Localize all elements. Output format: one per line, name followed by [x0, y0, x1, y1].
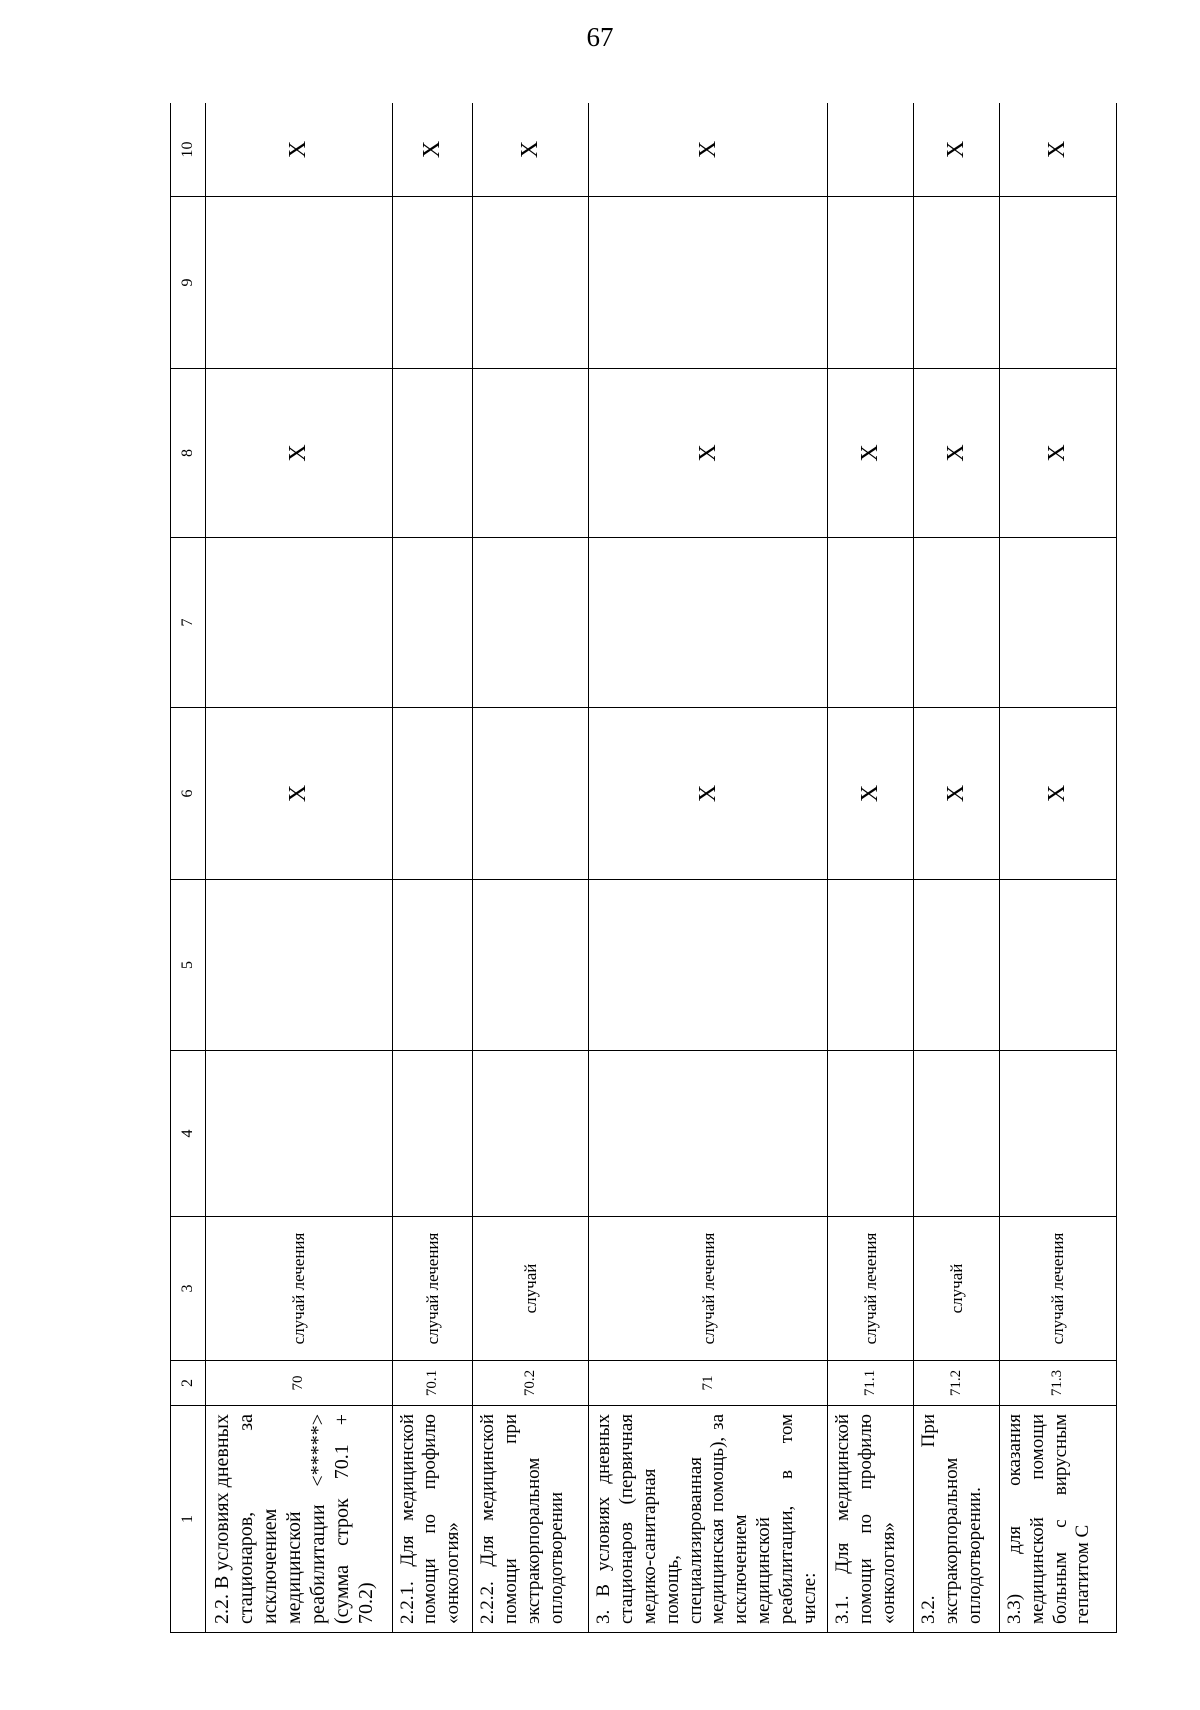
cell-5 — [999, 880, 1116, 1051]
unit-cell: случай лечения — [999, 1217, 1116, 1361]
cell-6: X — [999, 708, 1116, 880]
table-row — [589, 103, 828, 1633]
cell-6: X — [206, 708, 393, 880]
row-title: 2.2.1. Для медицинской помощи по профилю «онкология» — [392, 1406, 473, 1633]
cell-4 — [206, 1051, 393, 1217]
header-row — [171, 103, 206, 1633]
cell-10: X — [999, 103, 1116, 197]
cell-7 — [828, 538, 914, 708]
cell-10: X — [589, 103, 828, 197]
cell-9 — [206, 197, 393, 369]
cell-10: X — [914, 103, 1000, 197]
table-row — [206, 103, 393, 1633]
col-header-1: 1 — [171, 1406, 206, 1633]
col-header-3: 3 — [171, 1217, 206, 1361]
cell-6: X — [828, 708, 914, 880]
table-row — [828, 103, 914, 1633]
col-header-4: 4 — [171, 1051, 206, 1217]
cell-5 — [589, 880, 828, 1051]
unit-cell: случай лечения — [206, 1217, 393, 1361]
row-code: 71.1 — [828, 1361, 914, 1406]
cell-4 — [999, 1051, 1116, 1217]
cell-8: X — [999, 369, 1116, 538]
unit-cell: случай — [473, 1217, 589, 1361]
row-code: 71 — [589, 1361, 828, 1406]
cell-5 — [392, 880, 473, 1051]
unit-cell: случай лечения — [392, 1217, 473, 1361]
cell-10: X — [473, 103, 589, 197]
row-code: 71.3 — [999, 1361, 1116, 1406]
cell-6: X — [914, 708, 1000, 880]
cell-8: X — [828, 369, 914, 538]
row-code: 70.2 — [473, 1361, 589, 1406]
cell-5 — [828, 880, 914, 1051]
cell-7 — [914, 538, 1000, 708]
row-title: 3.1. Для медицинской помощи по профилю «онкология» — [828, 1406, 914, 1633]
row-title: 2.2.2. Для медицинской помощи при экстракорпоральном оплодотворении — [473, 1406, 589, 1633]
unit-cell: случай лечения — [828, 1217, 914, 1361]
col-header-8: 8 — [171, 369, 206, 538]
rotated-table-container — [170, 103, 1117, 1633]
cell-9 — [999, 197, 1116, 369]
unit-cell: случай лечения — [589, 1217, 828, 1361]
cell-7 — [206, 538, 393, 708]
cell-4 — [828, 1051, 914, 1217]
cell-8: X — [206, 369, 393, 538]
col-header-5: 5 — [171, 880, 206, 1051]
cell-6: X — [589, 708, 828, 880]
cell-7 — [999, 538, 1116, 708]
cell-4 — [914, 1051, 1000, 1217]
table-frame — [170, 103, 1117, 1633]
cell-9 — [828, 197, 914, 369]
cell-10: X — [392, 103, 473, 197]
cell-7 — [589, 538, 828, 708]
cell-9 — [589, 197, 828, 369]
cell-6 — [392, 708, 473, 880]
cell-7 — [392, 538, 473, 708]
row-code: 70.1 — [392, 1361, 473, 1406]
row-code: 70 — [206, 1361, 393, 1406]
page-number: 67 — [586, 22, 614, 52]
cell-4 — [589, 1051, 828, 1217]
col-header-10: 10 — [171, 103, 206, 197]
row-title: 3. В условиях дневных стационаров (первичная медико-санитарная помощь, специализированная медицинская помощь), за исключением медицинской реабилитации, в том числе: — [589, 1406, 828, 1633]
cell-8: X — [589, 369, 828, 538]
col-header-6: 6 — [171, 708, 206, 880]
row-title: 2.2. В условиях дневных стационаров, за исключением медицинской реабилитации <*****> (сумма строк 70.1 + 70.2) — [206, 1406, 393, 1633]
cell-4 — [473, 1051, 589, 1217]
cell-7 — [473, 538, 589, 708]
cell-6 — [473, 708, 589, 880]
cell-8 — [473, 369, 589, 538]
table-row — [914, 103, 1000, 1633]
cell-8: X — [914, 369, 1000, 538]
cell-5 — [473, 880, 589, 1051]
cell-5 — [206, 880, 393, 1051]
row-title: 3.3) для оказания медицинской помощи больным с вирусным гепатитом С — [999, 1406, 1116, 1633]
cell-10: X — [206, 103, 393, 197]
row-code: 71.2 — [914, 1361, 1000, 1406]
cell-5 — [914, 880, 1000, 1051]
cell-9 — [473, 197, 589, 369]
col-header-2: 2 — [171, 1361, 206, 1406]
data-table — [170, 103, 1117, 1633]
cell-9 — [914, 197, 1000, 369]
table-row — [999, 103, 1116, 1633]
col-header-9: 9 — [171, 197, 206, 369]
unit-cell: случай — [914, 1217, 1000, 1361]
cell-9 — [392, 197, 473, 369]
table-row — [392, 103, 473, 1633]
row-title: 3.2. При экстракорпоральном оплодотворении. — [914, 1406, 1000, 1633]
cell-10 — [828, 103, 914, 197]
col-header-7: 7 — [171, 538, 206, 708]
cell-4 — [392, 1051, 473, 1217]
table-row — [473, 103, 589, 1633]
cell-8 — [392, 369, 473, 538]
